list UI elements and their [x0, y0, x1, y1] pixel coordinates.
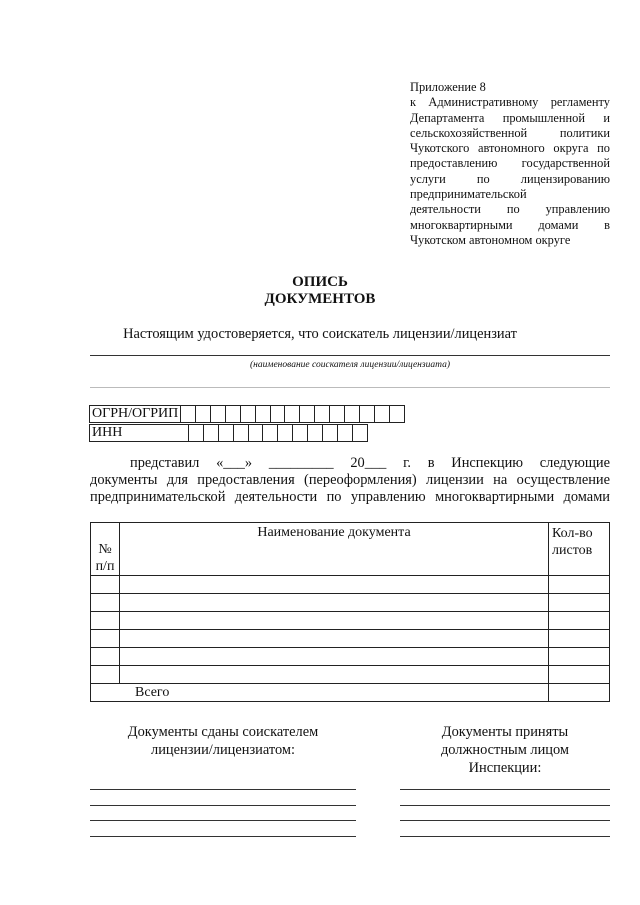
statement-line: документы для предоставления (переоформления) лицензии на осуществление: [90, 472, 610, 488]
ogrn-digit-cell[interactable]: [345, 406, 360, 423]
table-row[interactable]: [91, 594, 610, 612]
inn-table: [89, 424, 368, 442]
title-line-1: ОПИСЬ: [292, 274, 348, 290]
inn-digit-cell[interactable]: [189, 425, 204, 442]
row-name-cell[interactable]: [120, 612, 549, 630]
statement-paragraph: [90, 455, 610, 506]
ogrn-digit-cell[interactable]: [255, 406, 270, 423]
total-sheets-cell[interactable]: [549, 684, 610, 702]
appendix-line: Чукотского автономного округа по: [410, 141, 610, 156]
header-number-line: п/п: [95, 559, 115, 574]
inn-digit-cell[interactable]: [293, 425, 308, 442]
row-sheets-cell[interactable]: [549, 666, 610, 684]
column-header-sheets: [549, 523, 610, 576]
row-number-cell[interactable]: [91, 648, 120, 666]
total-row: [91, 684, 610, 702]
total-label: Всего: [91, 684, 549, 702]
intro-text: Настоящим удостоверяется, что соискатель лицензии/лицензиат: [123, 326, 517, 342]
submitted-signature-line[interactable]: [90, 789, 356, 790]
accepted-signature-line[interactable]: [400, 836, 610, 837]
inn-digit-cell[interactable]: [233, 425, 248, 442]
ogrn-table: [89, 405, 405, 423]
table-row[interactable]: [91, 612, 610, 630]
row-number-cell[interactable]: [91, 666, 120, 684]
table-header-row: [91, 523, 610, 576]
accepted-signature-line[interactable]: [400, 789, 610, 790]
statement-line: представил «___» _________ 20___ г. в Инспекцию следующие: [130, 455, 610, 471]
documents-table: [90, 522, 610, 702]
row-sheets-cell[interactable]: [549, 594, 610, 612]
appendix-line: предпринимательской: [410, 187, 527, 202]
header-number-line: №: [98, 542, 112, 557]
row-sheets-cell[interactable]: [549, 576, 610, 594]
submitted-signature-line[interactable]: [90, 805, 356, 806]
row-number-cell[interactable]: [91, 612, 120, 630]
appendix-line: многоквартирными домами в: [410, 217, 610, 232]
appendix-line: услуги по лицензированию: [410, 171, 610, 186]
row-sheets-cell[interactable]: [549, 612, 610, 630]
submitted-signature-line[interactable]: [90, 836, 356, 837]
accepted-by-block: [400, 723, 610, 777]
row-name-cell[interactable]: [120, 630, 549, 648]
row-number-cell[interactable]: [91, 630, 120, 648]
ogrn-digit-cell[interactable]: [210, 406, 225, 423]
appendix-line: Чукотском автономном округе: [410, 232, 571, 247]
inn-digit-cell[interactable]: [263, 425, 278, 442]
ogrn-digit-cell[interactable]: [315, 406, 330, 423]
header-sheets-line: листов: [552, 543, 593, 558]
row-name-cell[interactable]: [120, 594, 549, 612]
ogrn-digit-cell[interactable]: [196, 406, 211, 423]
title-line-2: ДОКУМЕНТОВ: [264, 291, 376, 307]
ogrn-label: ОГРН/ОГРИП: [90, 406, 181, 423]
applicant-caption: (наименование соискателя лицензии/лицензиата): [250, 360, 450, 370]
applicant-name-line[interactable]: [90, 355, 610, 356]
ogrn-digit-cell[interactable]: [389, 406, 404, 423]
column-header-name: Наименование документа: [120, 523, 549, 576]
accepted-by-line: Инспекции:: [468, 760, 542, 776]
inn-digit-cell[interactable]: [352, 425, 367, 442]
accepted-signature-line[interactable]: [400, 805, 610, 806]
applicant-name-line-2[interactable]: [90, 387, 610, 388]
row-sheets-cell[interactable]: [549, 648, 610, 666]
submitted-signature-line[interactable]: [90, 820, 356, 821]
submitted-by-block: [90, 723, 356, 759]
accepted-by-line: Документы приняты: [441, 724, 569, 740]
statement-line: предпринимательской деятельности по управлению многоквартирными домами: [90, 489, 610, 505]
accepted-by-line: должностным лицом: [440, 742, 570, 758]
inn-digit-cell[interactable]: [337, 425, 352, 442]
submitted-by-line: Документы сданы соискателем: [127, 724, 319, 740]
appendix-line: Приложение 8: [410, 80, 486, 94]
appendix-header: [410, 80, 610, 248]
ogrn-digit-cell[interactable]: [240, 406, 255, 423]
inn-digit-cell[interactable]: [278, 425, 293, 442]
document-title: [0, 274, 640, 308]
accepted-signature-line[interactable]: [400, 820, 610, 821]
row-number-cell[interactable]: [91, 594, 120, 612]
table-row[interactable]: [91, 648, 610, 666]
inn-digit-cell[interactable]: [323, 425, 338, 442]
column-header-number: [91, 523, 120, 576]
row-name-cell[interactable]: [120, 666, 549, 684]
ogrn-digit-cell[interactable]: [285, 406, 300, 423]
inn-digit-cell[interactable]: [308, 425, 323, 442]
inn-digit-cell[interactable]: [248, 425, 263, 442]
row-name-cell[interactable]: [120, 576, 549, 594]
inn-digit-cell[interactable]: [203, 425, 218, 442]
appendix-line: Департамента промышленной и: [410, 110, 610, 125]
table-row[interactable]: [91, 576, 610, 594]
appendix-line: деятельности по управлению: [410, 202, 610, 217]
inn-digit-cell[interactable]: [218, 425, 233, 442]
row-name-cell[interactable]: [120, 648, 549, 666]
appendix-line: сельскохозяйственной политики: [410, 125, 610, 140]
ogrn-digit-cell[interactable]: [300, 406, 315, 423]
appendix-line: предоставлению государственной: [410, 156, 610, 171]
table-row[interactable]: [91, 666, 610, 684]
ogrn-digit-cell[interactable]: [359, 406, 374, 423]
row-sheets-cell[interactable]: [549, 630, 610, 648]
ogrn-digit-cell[interactable]: [270, 406, 285, 423]
submitted-by-line: лицензии/лицензиатом:: [151, 742, 295, 758]
appendix-line: к Административному регламенту: [410, 95, 610, 110]
header-sheets-line: Кол-во: [552, 526, 593, 541]
ogrn-digit-cell[interactable]: [225, 406, 240, 423]
ogrn-digit-cell[interactable]: [181, 406, 196, 423]
ogrn-digit-cell[interactable]: [374, 406, 389, 423]
table-row[interactable]: [91, 630, 610, 648]
inn-label: ИНН: [90, 425, 189, 442]
row-number-cell[interactable]: [91, 576, 120, 594]
ogrn-digit-cell[interactable]: [330, 406, 345, 423]
